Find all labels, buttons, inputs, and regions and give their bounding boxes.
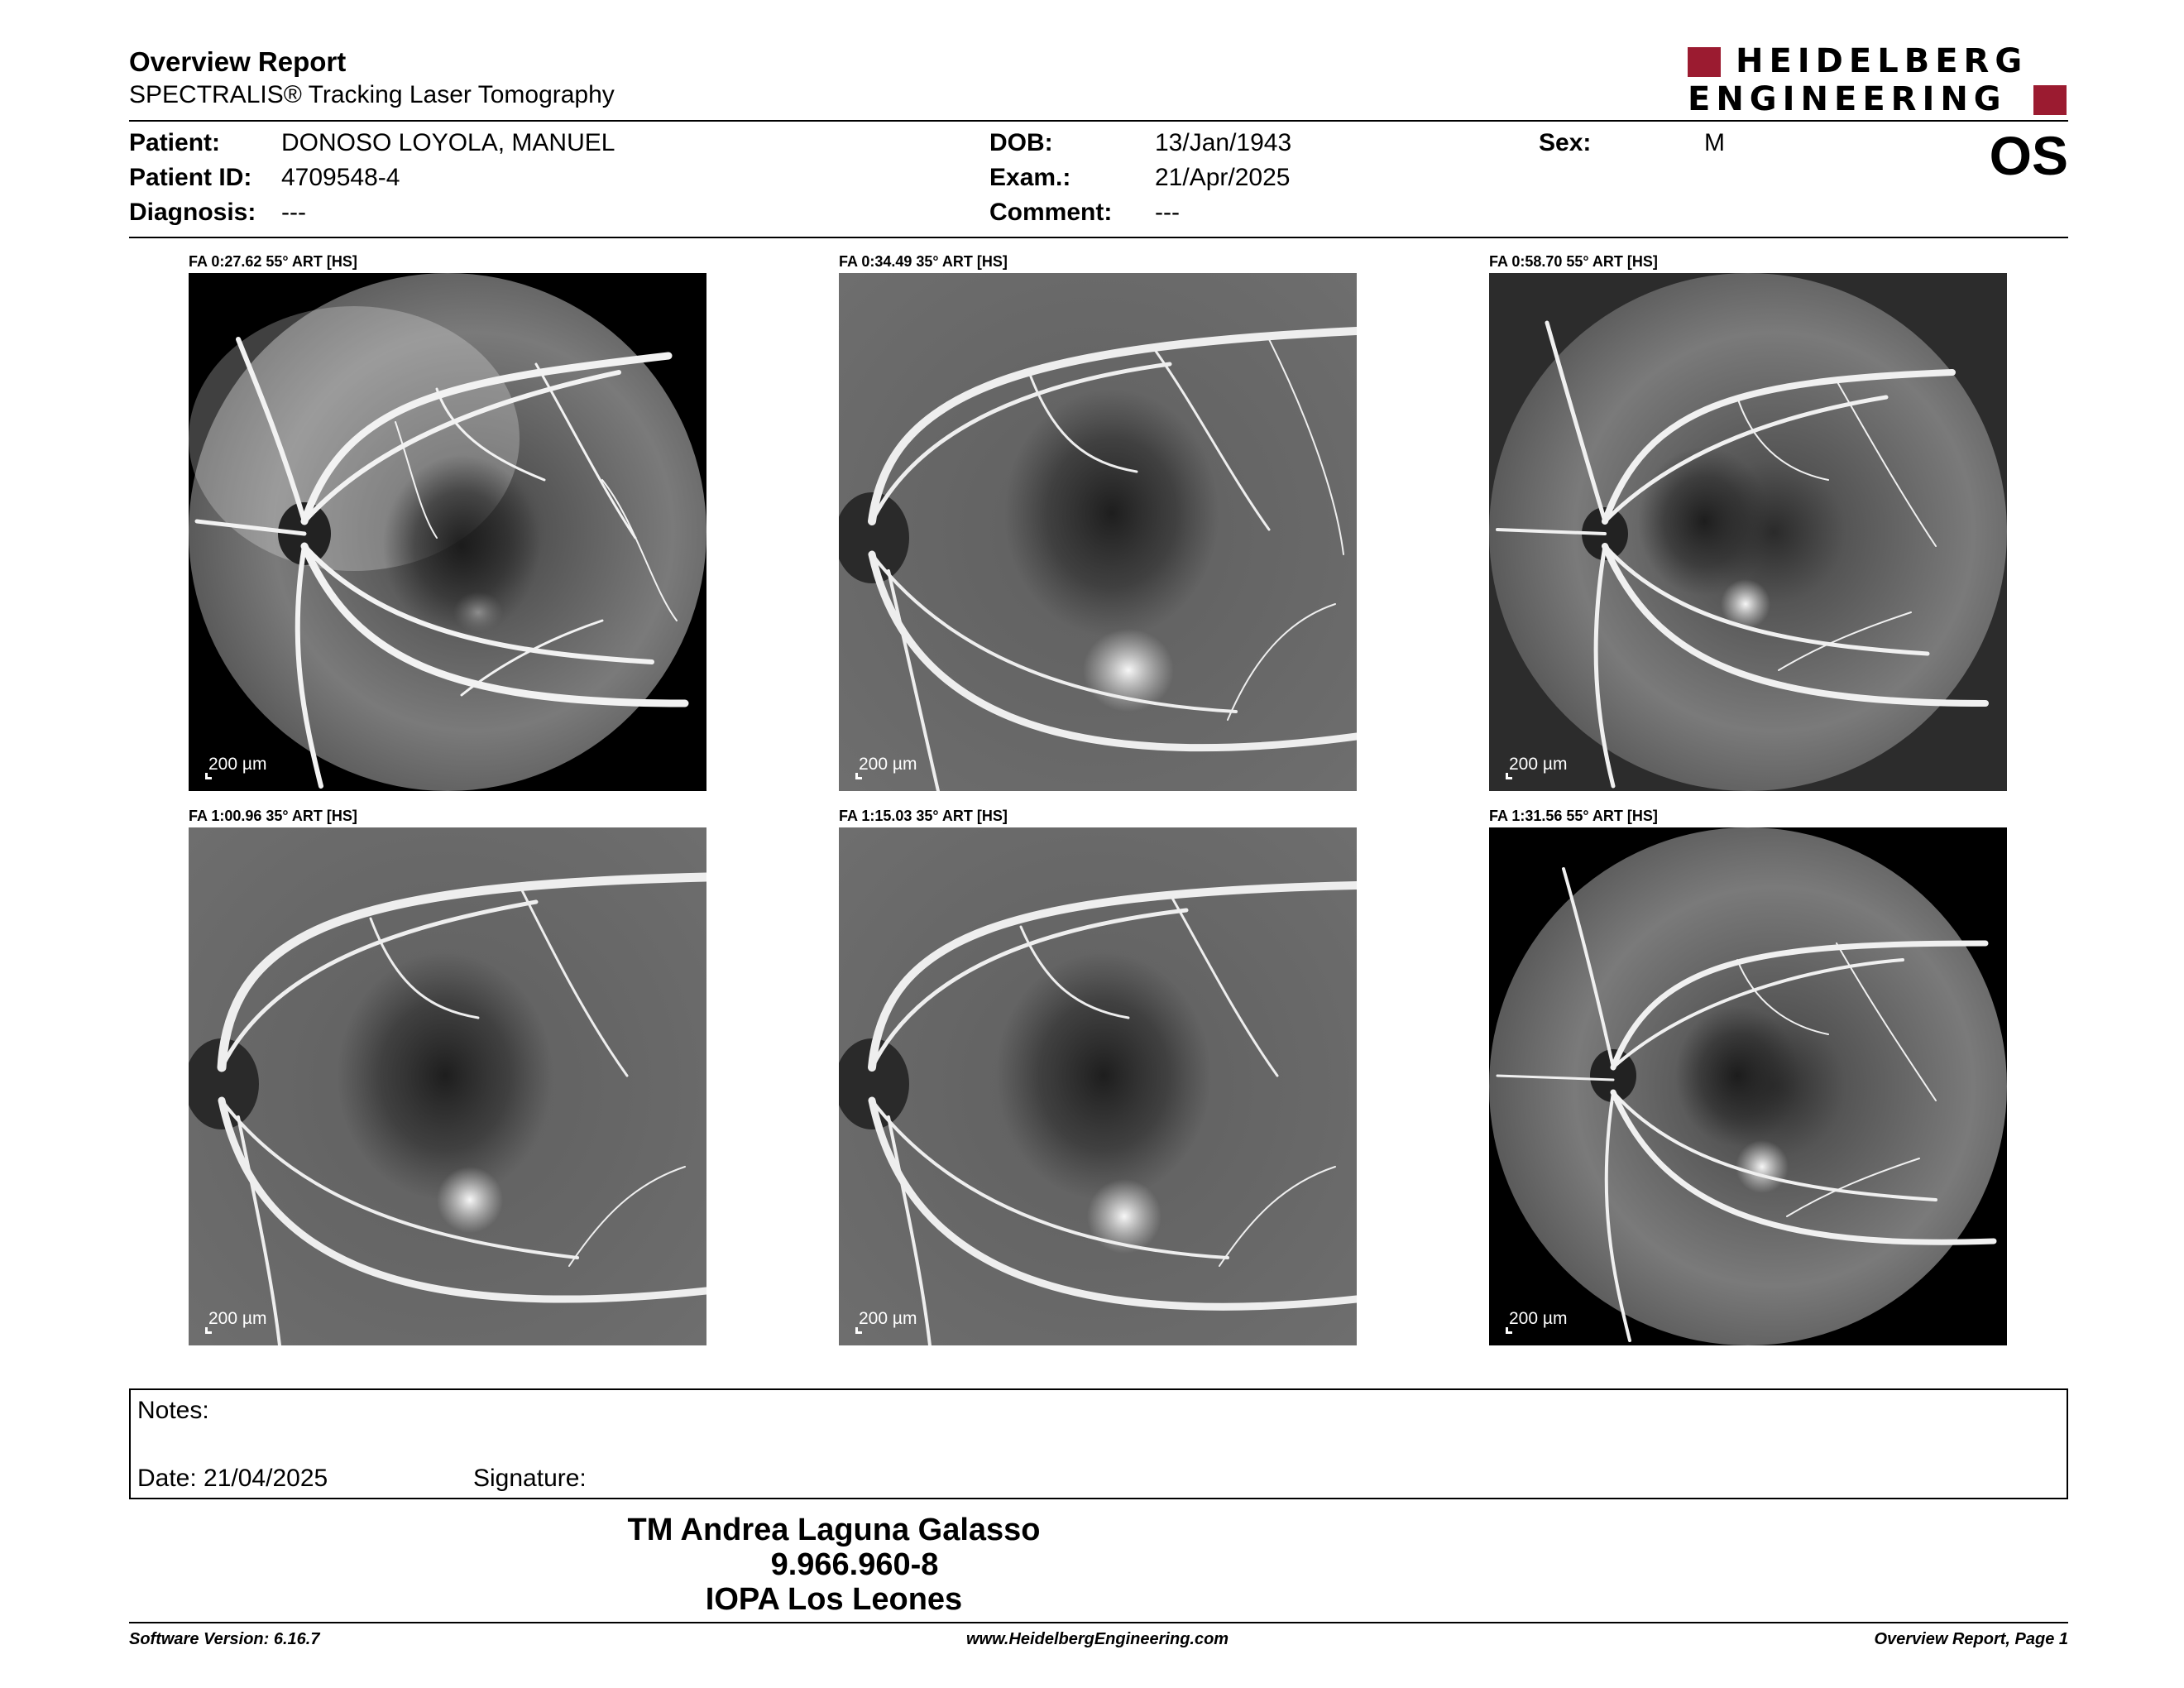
- dob-label: DOB:: [989, 129, 1053, 156]
- image-caption: FA 0:34.49 35° ART [HS]: [839, 253, 1008, 270]
- image-caption: FA 1:15.03 35° ART [HS]: [839, 808, 1008, 824]
- notes-date: Date: 21/04/2025: [137, 1465, 328, 1492]
- website-link[interactable]: www.HeidelbergEngineering.com: [966, 1630, 1229, 1648]
- logo-block-icon: [1688, 47, 1721, 77]
- scale-label: 200 µm: [208, 755, 267, 774]
- scale-label: 200 µm: [859, 755, 917, 774]
- patient-id-label: Patient ID:: [129, 164, 252, 191]
- scale-label: 200 µm: [1509, 1309, 1568, 1328]
- sex-label: Sex:: [1539, 129, 1592, 156]
- signer-institution: IOPA Los Leones: [705, 1582, 963, 1617]
- comment-label: Comment:: [989, 199, 1113, 226]
- image-caption: FA 0:58.70 55° ART [HS]: [1489, 253, 1658, 270]
- image-caption: FA 1:31.56 55° ART [HS]: [1489, 808, 1658, 824]
- heidelberg-logo: [1688, 42, 2068, 118]
- scale-label: 200 µm: [859, 1309, 917, 1328]
- fundus-image[interactable]: [839, 827, 1357, 1345]
- scale-label: 200 µm: [1509, 755, 1568, 774]
- exam-label: Exam.:: [989, 164, 1071, 191]
- fundus-image[interactable]: [1489, 273, 2007, 791]
- sex-value: M: [1704, 129, 1725, 156]
- image-caption: FA 0:27.62 55° ART [HS]: [189, 253, 357, 270]
- patient-name: DONOSO LOYOLA, MANUEL: [281, 129, 615, 156]
- comment-value: ---: [1155, 199, 1180, 226]
- logo-line1: HEIDELBERG: [1736, 42, 2028, 80]
- patient-label: Patient:: [129, 129, 221, 156]
- patient-id: 4709548-4: [281, 164, 400, 191]
- exam-value: 21/Apr/2025: [1155, 164, 1291, 191]
- report-title: Overview Report: [129, 46, 347, 77]
- notes-label: Notes:: [137, 1397, 209, 1424]
- signer-name: TM Andrea Laguna Galasso: [627, 1513, 1041, 1547]
- fundus-image[interactable]: [839, 273, 1357, 791]
- report-subtitle: SPECTRALIS® Tracking Laser Tomography: [129, 81, 615, 108]
- logo-line2: ENGINEERING: [1688, 80, 2007, 118]
- fundus-image[interactable]: [1489, 827, 2007, 1345]
- diagnosis-label: Diagnosis:: [129, 199, 256, 226]
- fundus-image[interactable]: [189, 827, 706, 1345]
- signer-id: 9.966.960-8: [770, 1547, 939, 1582]
- scale-label: 200 µm: [208, 1309, 267, 1328]
- info-divider: [129, 237, 2068, 238]
- diagnosis-value: ---: [281, 199, 306, 226]
- footer-divider: [129, 1622, 2068, 1623]
- image-caption: FA 1:00.96 35° ART [HS]: [189, 808, 357, 824]
- notes-box[interactable]: [129, 1388, 2068, 1499]
- header-divider: [129, 120, 2068, 122]
- logo-block-icon: [2033, 85, 2067, 115]
- dob-value: 13/Jan/1943: [1155, 129, 1292, 156]
- eye-laterality: OS: [1989, 125, 2068, 186]
- fundus-image[interactable]: [189, 273, 706, 791]
- signature-label: Signature:: [473, 1465, 587, 1492]
- page-number: Overview Report, Page 1: [1874, 1630, 2068, 1648]
- software-version: Software Version: 6.16.7: [129, 1630, 320, 1648]
